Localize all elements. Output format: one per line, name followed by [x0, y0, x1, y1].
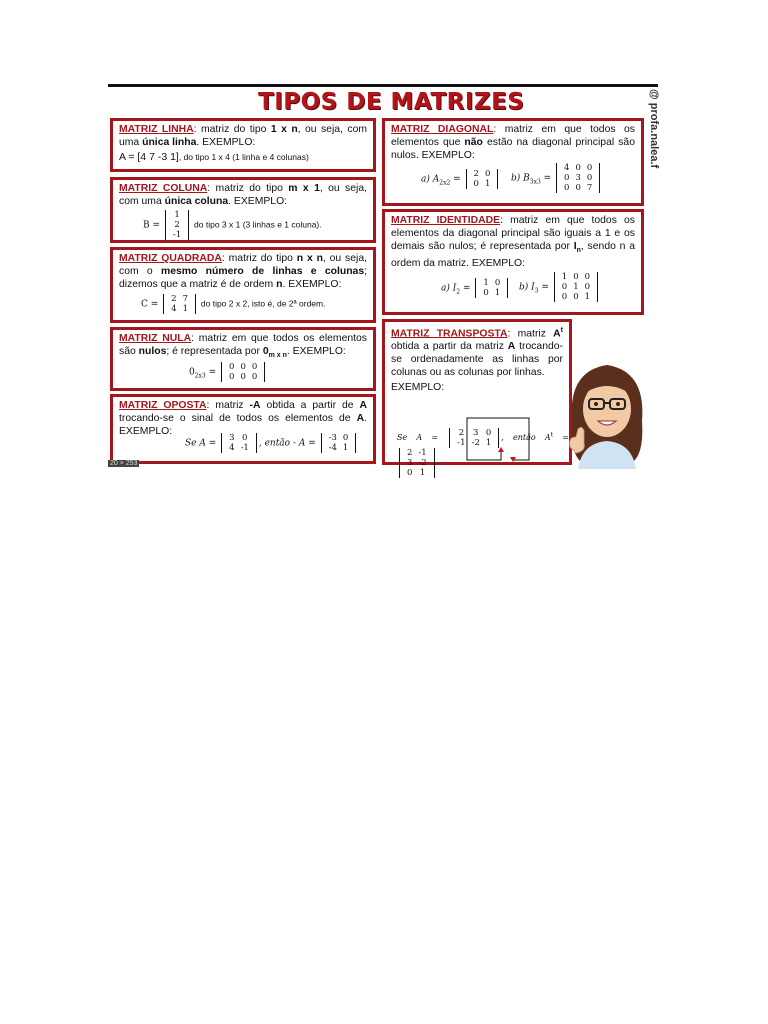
matriz-transposta-example: [397, 428, 569, 478]
cell: 2: [171, 294, 177, 304]
example-middle: , então - A =: [258, 438, 316, 449]
text: , ou seja, com o: [119, 253, 367, 277]
matriz-coluna-example: [143, 210, 322, 240]
text: , ou seja, com uma: [119, 124, 367, 148]
example-prefix: Se A =: [185, 438, 217, 449]
bold: 0: [262, 346, 269, 357]
subscript: n: [576, 247, 581, 255]
bold: A: [553, 328, 561, 340]
bold: nulos: [138, 346, 167, 357]
cell: 0: [573, 292, 579, 302]
bold: n: [276, 279, 283, 290]
text: trocando-se ordenadamente as linhas por colunas ou as colunas por linhas.: [391, 341, 563, 379]
eye-left: [594, 402, 598, 406]
bold: única linha: [142, 137, 197, 148]
cell: 0: [241, 433, 248, 443]
cell: 0: [485, 428, 492, 438]
cell: 0: [586, 173, 593, 183]
cell: 0: [342, 433, 349, 443]
author-handle: @ profa.nalea.f: [648, 89, 660, 169]
cell: 0: [561, 292, 568, 302]
text: . EXEMPLO:: [282, 279, 342, 290]
cell: 0: [473, 179, 479, 189]
matriz-identidade-example-b: b) $I_3$ = 1 0 0 0 1 0 0 0 1: [519, 272, 600, 302]
matriz-diagonal-title: MATRIZ DIAGONAL: [391, 124, 494, 135]
cell: 2: [174, 220, 180, 230]
matriz-oposta-title: MATRIZ OPOSTA: [119, 400, 207, 411]
matrix-label: b) I: [519, 282, 535, 293]
matriz-diagonal-example-a: a) $A_{2x2}$ = 2 0 0 1: [421, 169, 500, 189]
cell: -3: [328, 433, 337, 443]
cell: 2: [407, 448, 413, 458]
matrix: [466, 169, 499, 189]
matriz-linha-title: MATRIZ LINHA: [119, 124, 194, 135]
text: , sendo n a ordem da matriz. EXEMPLO:: [391, 241, 635, 270]
cell: 0: [251, 362, 258, 372]
cell: 1: [573, 282, 579, 292]
matrix: [165, 210, 189, 240]
cell: 3: [407, 458, 413, 468]
text: . EXEMPLO:: [119, 413, 367, 437]
text: : matriz: [206, 400, 250, 411]
cell: -1: [418, 448, 427, 458]
matriz-nula-title: MATRIZ NULA: [119, 333, 192, 344]
cell: 0: [484, 169, 491, 179]
text: : matriz do tipo: [193, 124, 271, 135]
matrix: [449, 428, 499, 448]
matrix-label: B =: [143, 220, 161, 231]
bold: -A: [249, 400, 261, 411]
subscript: 2: [456, 288, 461, 296]
text: . EXEMPLO:: [286, 346, 346, 357]
matrix-label: a) I: [441, 283, 457, 294]
cell: 0: [575, 183, 581, 193]
matrix-label: a) A: [421, 174, 440, 185]
example-note: do tipo 3 x 1 (3 linhas e 1 coluna).: [194, 219, 322, 230]
bold: A: [356, 413, 365, 424]
cell: 1: [484, 179, 491, 189]
bold: não: [464, 137, 483, 148]
cell: 1: [483, 278, 489, 288]
cell: 0: [575, 163, 581, 173]
text: ; é representada por: [166, 346, 263, 357]
matriz-coluna-title: MATRIZ COLUNA: [119, 183, 208, 194]
example-note: , do tipo 1 x 4 (1 linha e 4 colunas): [178, 152, 309, 162]
subscript: 3: [534, 287, 539, 295]
example-note: do tipo 2 x 2, isto é, de 2ª ordem.: [200, 298, 326, 309]
matriz-identidade-title: MATRIZ IDENTIDADE: [391, 215, 501, 226]
matriz-quadrada-example: [141, 294, 325, 314]
text: : matriz em que todos os elementos que: [391, 124, 635, 148]
image-size-tag: 20 × 253: [110, 460, 138, 467]
box-matriz-coluna: [110, 177, 376, 243]
infographic-sheet: [108, 84, 660, 478]
matriz-nula-example: $0_{2x3}$ = 0 0 0 0 0 0: [189, 362, 267, 382]
teacher-avatar: [564, 351, 650, 469]
bold: m x 1: [288, 183, 320, 194]
cell: 0: [240, 372, 246, 382]
cell: 1: [584, 292, 591, 302]
cell: 0: [564, 183, 570, 193]
cell: 3: [575, 173, 581, 183]
cell: 0: [584, 272, 591, 282]
eye-right: [616, 402, 620, 406]
cell: 1: [342, 443, 349, 453]
matriz-oposta-example: [185, 433, 358, 453]
matrix: [556, 163, 600, 193]
cell: 0: [229, 362, 235, 372]
cell: -4: [328, 443, 337, 453]
matrix: [399, 448, 435, 478]
box-matriz-transposta: [382, 319, 572, 478]
text: obtida a partir da matriz: [391, 341, 508, 353]
bold: A: [359, 400, 367, 411]
matrix-label: C =: [141, 299, 159, 310]
matrix: [475, 278, 508, 298]
cell: -1: [240, 443, 249, 453]
bold: mesmo número de linhas e colunas: [160, 266, 365, 277]
matriz-quadrada-title: MATRIZ QUADRADA: [119, 253, 222, 264]
cell: 0: [573, 272, 579, 282]
cell: 1: [494, 288, 501, 298]
superscript: t: [560, 327, 563, 334]
text: : matriz em que todos os elementos da diagonal principal são iguais a 1 e os demais são nulos; é representada por: [391, 215, 635, 252]
text: . EXEMPLO:: [228, 196, 288, 207]
example-middle-end: =: [553, 433, 570, 442]
matrix-label: b) B: [511, 173, 530, 184]
cell: 4: [171, 304, 177, 314]
cell: -1: [457, 438, 466, 448]
cell: -1: [172, 230, 182, 240]
matriz-diagonal-example-b: b) $B_{3x3}$ = 4 0 0 0 3 0 0 0 7: [511, 163, 602, 193]
cell: 0: [483, 288, 489, 298]
cell: 7: [182, 294, 189, 304]
example-prefix: Se A =: [397, 433, 439, 442]
cell: 4: [229, 443, 235, 453]
matrix: [221, 433, 257, 453]
text: trocando-se o sinal de todos os elementos de: [119, 413, 357, 424]
matrix: [554, 272, 598, 302]
text: : matriz do tipo: [207, 183, 289, 194]
superscript: t: [550, 431, 554, 439]
bold: 1 x n: [270, 124, 298, 135]
page-title: TIPOS DE MATRIZES: [258, 89, 525, 115]
cell: 0: [251, 372, 258, 382]
box-matriz-oposta: [110, 394, 376, 464]
cell: 4: [564, 163, 570, 173]
subscript: m x n: [268, 352, 287, 360]
cell: 0: [586, 163, 593, 173]
cell: 0: [240, 362, 246, 372]
bold: n x n: [296, 253, 323, 264]
cell: 3: [473, 428, 479, 438]
box-matriz-linha: [110, 118, 376, 172]
text: . EXEMPLO:: [196, 137, 256, 148]
matrix-label: 0: [189, 367, 195, 378]
cell: 0: [564, 173, 570, 183]
matriz-linha-example: [119, 151, 367, 164]
cell: 0: [407, 468, 413, 478]
cell: 0: [584, 282, 591, 292]
text: : matriz em que todos os elementos são: [119, 333, 367, 357]
example-formula: A = [4 7 -3 1]: [119, 151, 179, 163]
matriz-identidade-example-a: a) $I_2$ = 1 0 0 1: [441, 278, 510, 298]
matrix: [321, 433, 357, 453]
cell: 3: [229, 433, 235, 443]
cell: 1: [485, 438, 492, 448]
example-middle: , então A: [501, 433, 551, 442]
cell: 1: [419, 468, 426, 478]
text: estão na diagonal principal são nulos. EXEMPLO:: [391, 137, 635, 161]
bold: A: [507, 341, 516, 353]
cell: 1: [174, 210, 180, 220]
text: : matriz do tipo: [221, 253, 297, 264]
bold: I: [573, 241, 577, 252]
text: obtida a partir de: [260, 400, 360, 411]
bold: única coluna: [164, 196, 229, 207]
text: , ou seja, com uma: [119, 183, 368, 207]
exemplo-label: EXEMPLO:: [391, 382, 445, 394]
cell: 2: [458, 428, 465, 438]
box-matriz-nula: [110, 327, 376, 391]
matrix: [221, 362, 265, 382]
box-matriz-quadrada: [110, 247, 376, 323]
text: ; dizemos que a matriz é de ordem: [119, 266, 367, 290]
subscript: 3x3: [529, 178, 541, 186]
subscript: 2x3: [194, 372, 206, 380]
cell: 0: [229, 372, 235, 382]
text: : matriz: [507, 328, 554, 340]
cell: 2: [473, 169, 479, 179]
cell: 1: [182, 304, 189, 314]
subscript: 2x2: [439, 179, 451, 187]
box-matriz-identidade: [382, 209, 644, 315]
cell: 1: [561, 272, 568, 282]
matrix: [163, 294, 196, 314]
cell: -2: [471, 438, 480, 448]
cell: 7: [586, 183, 593, 193]
cell: 0: [494, 278, 501, 288]
box-matriz-diagonal: [382, 118, 644, 206]
cell: 0: [561, 282, 568, 292]
cell: -2: [418, 458, 427, 468]
matriz-transposta-title: MATRIZ TRANSPOSTA: [391, 328, 508, 340]
